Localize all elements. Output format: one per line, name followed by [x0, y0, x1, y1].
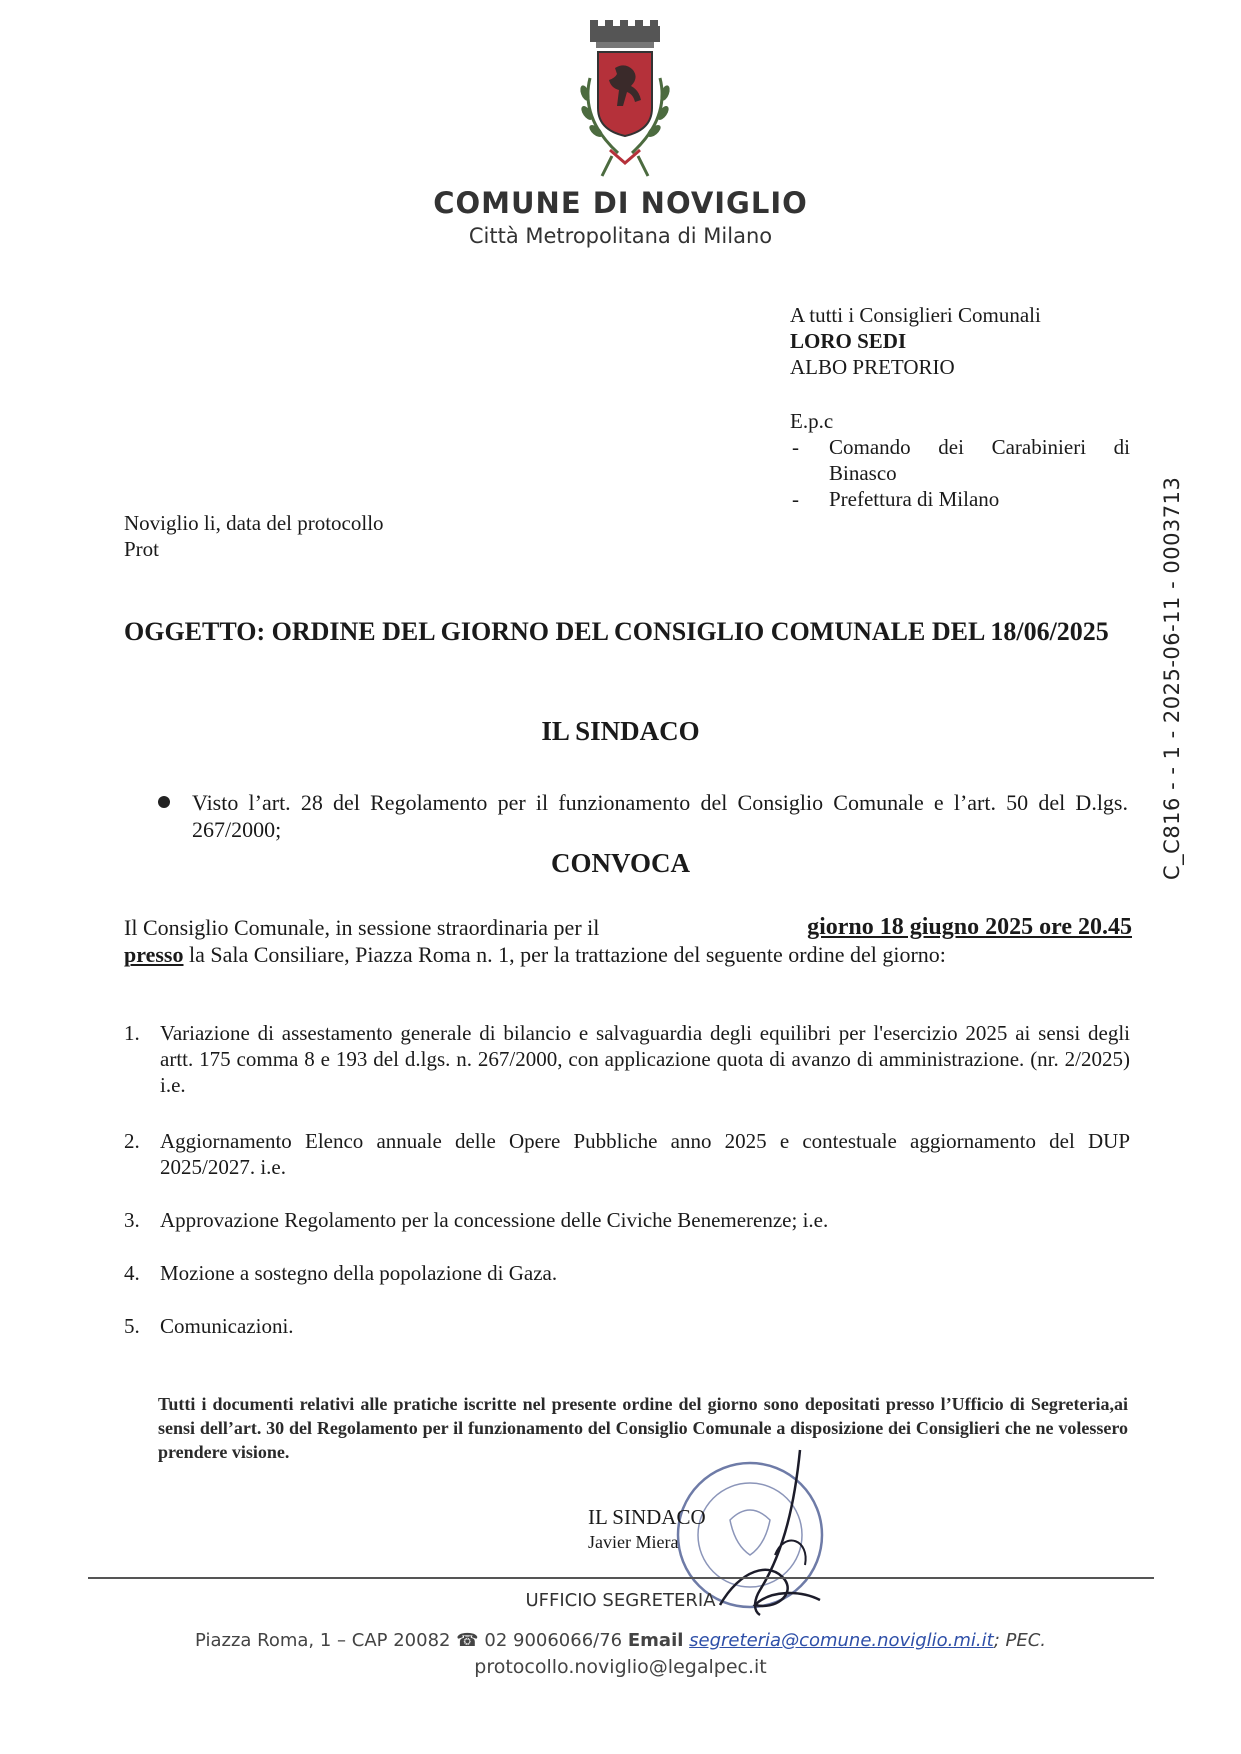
presso-word: presso — [124, 942, 184, 967]
footer-divider — [88, 1577, 1154, 1579]
subject-heading: OGGETTO: ORDINE DEL GIORNO DEL CONSIGLIO COMUNALE DEL 18/06/2025 — [124, 617, 1109, 646]
convoca-heading: CONVOCA — [551, 848, 690, 878]
municipality-subtitle: Città Metropolitana di Milano — [468, 224, 773, 248]
agenda-number: 4. — [124, 1261, 140, 1285]
mayor-heading: IL SINDACO — [541, 716, 700, 746]
agenda-item — [124, 1128, 1130, 1180]
bullet-text: Visto l’art. 28 del Regolamento per il funzionamento del Consiglio Comunale e l’art. 50 del D.lgs. 267/2000; — [192, 790, 1128, 842]
documents-note: Tutti i documenti relativi alle pratiche iscritte nel presente ordine del giorno sono depositati presso l’Ufficio di Segreteria,ai sensi dell’art. 30 del Regolamento per il funzionamento del Consiglio Comunale a disposizione dei Consiglieri che ne volessero prendere visione. — [158, 1394, 1128, 1462]
cc-item — [790, 460, 1130, 486]
agenda-text: Approvazione Regolamento per la concessione delle Civiche Benemerenze; i.e. — [160, 1208, 829, 1232]
agenda-number: 1. — [124, 1021, 140, 1045]
phone-icon: ☎ — [456, 1630, 479, 1651]
place-date: Noviglio li, data del protocollo — [124, 511, 384, 535]
recipients-block — [790, 302, 1130, 380]
footer-address: Piazza Roma, 1 – CAP 20082 — [195, 1630, 451, 1651]
signature-title: IL SINDACO — [588, 1505, 706, 1529]
paragraph-rest: la Sala Consiliare, Piazza Roma n. 1, per la trattazione del seguente ordine del giorno: — [189, 942, 946, 967]
cc-item-text: Comando dei Carabinieri di — [829, 435, 1130, 459]
protocol-label: Prot — [124, 537, 160, 561]
agenda-text: Variazione di assestamento generale di bilancio e salvaguardia degli equilibri per l'esercizio 2025 ai sensi degli artt. 175 comma 8 e 193 del d.lgs. n. 267/2000, con applicazione quota di avanzo di amministrazione. (nr. 2/2025) i.e. — [160, 1021, 1130, 1097]
email-link[interactable]: segreteria@comune.noviglio.mi.it — [689, 1630, 994, 1651]
agenda-number: 2. — [124, 1129, 140, 1153]
agenda-item — [124, 1020, 1130, 1098]
coat-of-arms-icon — [560, 18, 690, 183]
dash-marker: - — [792, 487, 799, 511]
bullet-icon — [158, 796, 170, 808]
recipient-line: A tutti i Consiglieri Comunali — [790, 303, 1041, 327]
protocol-code: C_C816 - - 1 - 2025-06-11 - 0003713 — [1160, 476, 1184, 880]
footer-contacts — [0, 1630, 1241, 1651]
cc-item — [790, 434, 1130, 460]
signature-name: Javier Miera — [588, 1532, 679, 1552]
office-name: UFFICIO SEGRETERIA — [525, 1590, 716, 1611]
agenda-text: Mozione a sostegno della popolazione di Gaza. — [160, 1261, 558, 1285]
pec-label: ; PEC. — [993, 1630, 1046, 1651]
convocation-paragraph — [124, 914, 1132, 968]
cc-item — [790, 486, 1130, 512]
agenda-text: Aggiornamento Elenco annuale delle Opere Pubbliche anno 2025 e contestuale aggiornamento del DUP 2025/2027. i.e. — [160, 1129, 1130, 1179]
agenda-item — [124, 1313, 1130, 1339]
agenda-text: Comunicazioni. — [160, 1314, 294, 1338]
cc-item-text: Prefettura di Milano — [829, 487, 1000, 511]
email-label: Email — [627, 1630, 684, 1651]
agenda-item — [124, 1207, 1130, 1233]
cc-label: E.p.c — [790, 409, 834, 433]
recipient-line: ALBO PRETORIO — [790, 355, 955, 379]
dash-marker: - — [792, 435, 799, 459]
footer-phone: 02 9006066/76 — [484, 1630, 623, 1651]
cc-item-text: Binasco — [829, 461, 897, 485]
place-date-block — [124, 510, 524, 562]
pec-address: protocollo.noviglio@legalpec.it — [474, 1656, 767, 1678]
dash-marker — [790, 460, 829, 486]
recipient-line: LORO SEDI — [790, 329, 907, 353]
municipality-name: COMUNE DI NOVIGLIO — [433, 186, 808, 220]
paragraph-lead: Il Consiglio Comunale, in sessione straordinaria per il — [124, 915, 600, 940]
cc-block — [790, 408, 1130, 512]
agenda-item — [124, 1260, 1130, 1286]
meeting-date-time: giorno 18 giugno 2025 ore 20.45 — [807, 914, 1132, 940]
agenda-number: 5. — [124, 1314, 140, 1338]
bullet-item — [158, 789, 1128, 843]
agenda-number: 3. — [124, 1208, 140, 1232]
